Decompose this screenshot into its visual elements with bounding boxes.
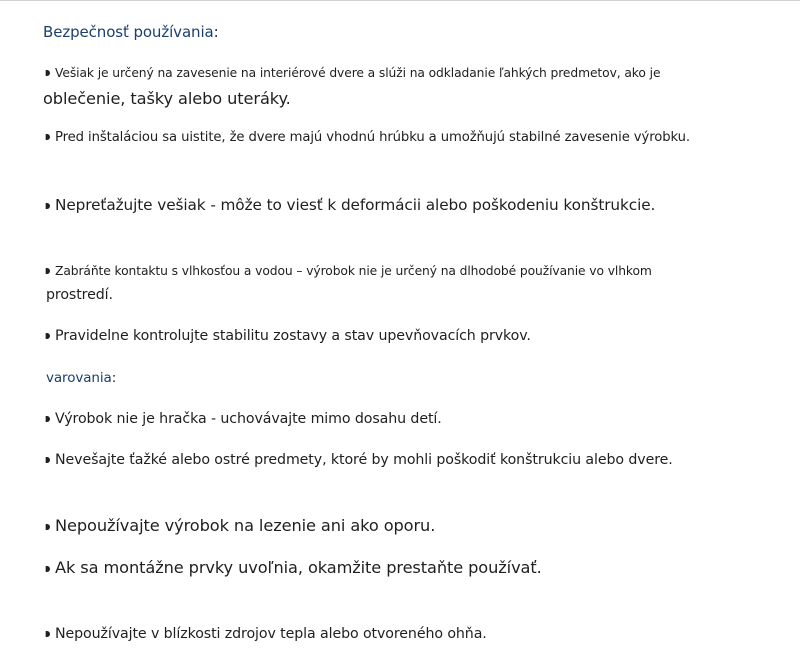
- bullet-icon: [46, 70, 50, 76]
- safety-item-1-line-2: oblečenie, tašky alebo uteráky.: [43, 89, 291, 108]
- bullet-icon: [46, 631, 50, 637]
- bullet-icon: [46, 416, 50, 422]
- safety-item-3: Nepreťažujte vešiak - môže to viesť k deformácii alebo poškodeniu konštrukcie.: [46, 196, 655, 214]
- safety-item-2: Pred inštaláciou sa uistite, že dvere majú vhodnú hrúbku a umožňujú stabilné zavesenie výrobku.: [46, 130, 690, 145]
- bullet-icon: [46, 566, 50, 572]
- warning-item-1: Výrobok nie je hračka - uchovávajte mimo dosahu detí.: [46, 411, 442, 427]
- bullet-icon: [46, 524, 50, 530]
- safety-heading-text: Bezpečnosť používania: [43, 23, 214, 41]
- warning-item-4: Ak sa montážne prvky uvoľnia, okamžite prestaňte používať.: [46, 558, 542, 577]
- warning-item-5: Nepoužívajte v blízkosti zdrojov tepla alebo otvoreného ohňa.: [46, 626, 487, 642]
- safety-heading: [43, 23, 219, 41]
- bullet-icon: [46, 203, 50, 209]
- warning-item-2: Nevešajte ťažké alebo ostré predmety, ktoré by mohli poškodiť konštrukciu alebo dvere.: [46, 452, 673, 468]
- warnings-heading: [46, 370, 116, 386]
- safety-item-4-line-2: prostredí.: [46, 287, 113, 303]
- bullet-icon: [46, 268, 50, 274]
- safety-item-5: Pravidelne kontrolujte stabilitu zostavy a stav upevňovacích prvkov.: [46, 328, 531, 344]
- bullet-icon: [46, 457, 50, 463]
- warnings-heading-text: varovania: [46, 370, 112, 386]
- warning-item-3: Nepoužívajte výrobok na lezenie ani ako oporu.: [46, 516, 435, 535]
- safety-item-1-line-1: Vešiak je určený na zavesenie na interiérové dvere a slúži na odkladanie ľahkých predmetov, ako je: [46, 66, 660, 80]
- safety-item-4-line-1: Zabráňte kontaktu s vlhkosťou a vodou – výrobok nie je určený na dlhodobé používanie vo vlhkom: [46, 264, 652, 278]
- bullet-icon: [46, 333, 50, 339]
- heading-colon: :: [213, 23, 219, 41]
- bullet-icon: [46, 134, 50, 140]
- heading-colon: :: [111, 370, 117, 386]
